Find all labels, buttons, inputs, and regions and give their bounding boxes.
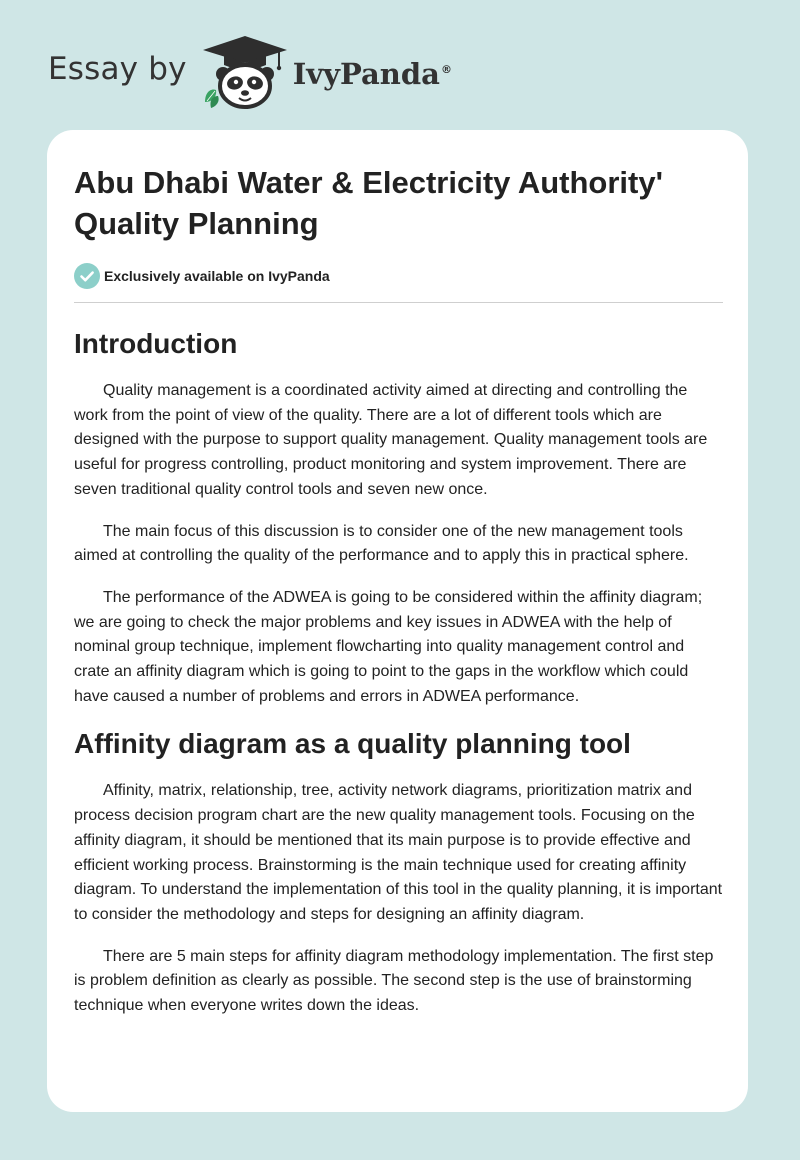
essay-content — [74, 324, 723, 1019]
section-heading-affinity-diagram: Affinity diagram as a quality planning tool — [74, 728, 631, 760]
checkmark-circle-icon — [74, 263, 100, 289]
brand-header[interactable] — [48, 34, 452, 110]
essay-card — [47, 130, 748, 1112]
essay-title: Abu Dhabi Water & Electricity Authority' Quality Planning — [74, 165, 663, 241]
paragraph: There are 5 main steps for affinity diagram methodology implementation. The first step is problem definition as clearly as possible. The second step is the use of brainstorming technique when everyone writes down the ideas. — [74, 947, 714, 1015]
paragraph: Quality management is a coordinated activity aimed at directing and controlling the work from the point of view of the quality. There are a lot of different tools which are designed with the purpose to support quality management. Quality management tools are useful for progress controlling, product monitoring and system improvement. There are seven traditional quality control tools and seven new once. — [74, 382, 708, 498]
paragraph: The performance of the ADWEA is going to be considered within the affinity diagram; we are going to check the major problems and key issues in ADWEA with the help of nominal group technique, implement flowcharting into quality management control and crate an affinity diagram which is going to point to the gaps in the workflow which could have caused a number of problems and errors in ADWEA performance. — [74, 588, 703, 705]
exclusive-badge — [74, 263, 330, 289]
paragraph: Affinity, matrix, relationship, tree, activity network diagrams, prioritization matrix and process decision program chart are the new quality management tools. Focusing on the affinity diagram, it should be mentioned that its main purpose is to provide effective and efficient working process. Brainstorming is the main technique used for creating affinity diagram. To understand the implementation of this tool in the quality planning, it is important to consider the methodology and steps for designing an affinity diagram. — [74, 782, 723, 923]
brand-prefix: Essay by — [48, 51, 187, 87]
brand-name: IvyPanda® — [292, 57, 452, 91]
paragraph: The main focus of this discussion is to consider one of the new management tools aimed at controlling the quality of the performance and to apply this in practical sphere. — [74, 522, 689, 565]
panda-logo-icon — [199, 34, 291, 110]
badge-text: Exclusively available on IvyPanda — [104, 268, 330, 284]
section-heading-introduction: Introduction — [74, 328, 238, 359]
divider — [74, 302, 723, 303]
